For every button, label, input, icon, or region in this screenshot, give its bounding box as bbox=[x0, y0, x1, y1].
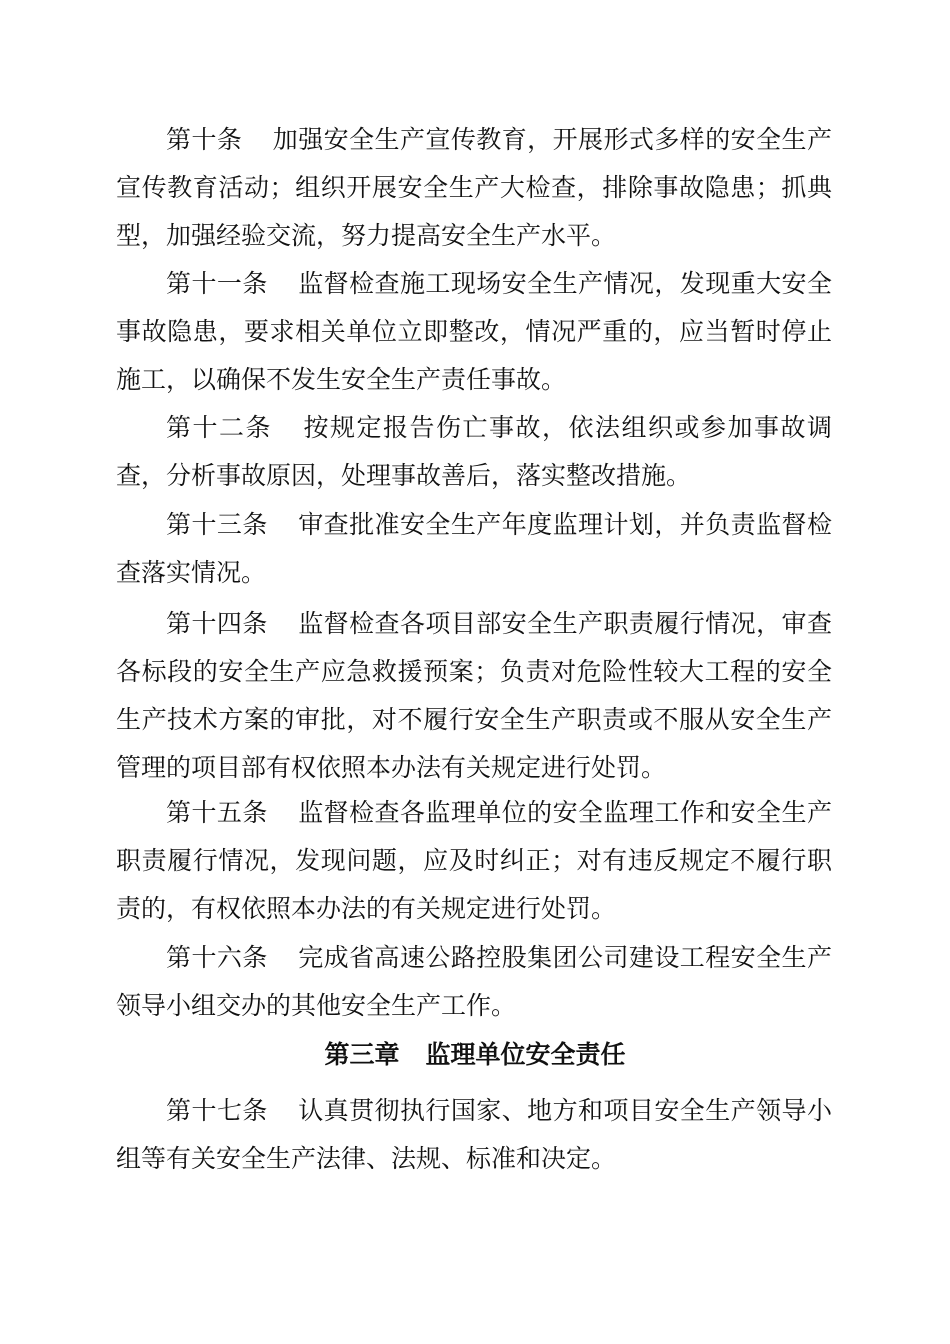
article-text: 按规定报告伤亡事故，依法组织或参加事故调查，分析事故原因，处理事故善后，落实整改措施。 bbox=[116, 413, 832, 490]
article-10 bbox=[116, 116, 832, 260]
article-12 bbox=[116, 404, 832, 500]
article-15 bbox=[116, 789, 832, 933]
article-text: 认真贯彻执行国家、地方和项目安全生产领导小组等有关安全生产法律、法规、标准和决定。 bbox=[116, 1096, 832, 1173]
chapter-heading bbox=[0, 1031, 950, 1079]
article-16 bbox=[116, 934, 832, 1030]
article-number: 第十四条 bbox=[166, 609, 268, 638]
article-14 bbox=[116, 600, 832, 792]
article-17 bbox=[116, 1087, 832, 1183]
article-number: 第十二条 bbox=[166, 413, 272, 442]
article-number: 第十三条 bbox=[166, 510, 268, 539]
article-number: 第十七条 bbox=[166, 1096, 268, 1125]
article-text: 加强安全生产宣传教育，开展形式多样的安全生产宣传教育活动；组织开展安全生产大检查，排除事故隐患；抓典型，加强经验交流，努力提高安全生产水平。 bbox=[116, 125, 832, 250]
article-text: 监督检查各监理单位的安全监理工作和安全生产职责履行情况，发现问题，应及时纠正；对有违反规定不履行职责的，有权依照本办法的有关规定进行处罚。 bbox=[116, 798, 832, 923]
article-number: 第十条 bbox=[166, 125, 243, 154]
article-number: 第十六条 bbox=[166, 943, 268, 972]
article-number: 第十五条 bbox=[166, 798, 268, 827]
article-13 bbox=[116, 501, 832, 597]
article-text: 完成省高速公路控股集团公司建设工程安全生产领导小组交办的其他安全生产工作。 bbox=[116, 943, 832, 1020]
chapter-number: 第三章 bbox=[324, 1040, 400, 1069]
article-text: 监督检查施工现场安全生产情况，发现重大安全事故隐患，要求相关单位立即整改，情况严重的，应当暂时停止施工，以确保不发生安全生产责任事故。 bbox=[116, 269, 832, 394]
article-11 bbox=[116, 260, 832, 404]
chapter-title: 监理单位安全责任 bbox=[425, 1040, 626, 1069]
article-text: 审查批准安全生产年度监理计划，并负责监督检查落实情况。 bbox=[116, 510, 832, 587]
article-text: 监督检查各项目部安全生产职责履行情况，审查各标段的安全生产应急救援预案；负责对危险性较大工程的安全生产技术方案的审批，对不履行安全生产职责或不服从安全生产管理的项目部有权依照本办法有关规定进行处罚。 bbox=[116, 609, 832, 782]
article-number: 第十一条 bbox=[166, 269, 268, 298]
